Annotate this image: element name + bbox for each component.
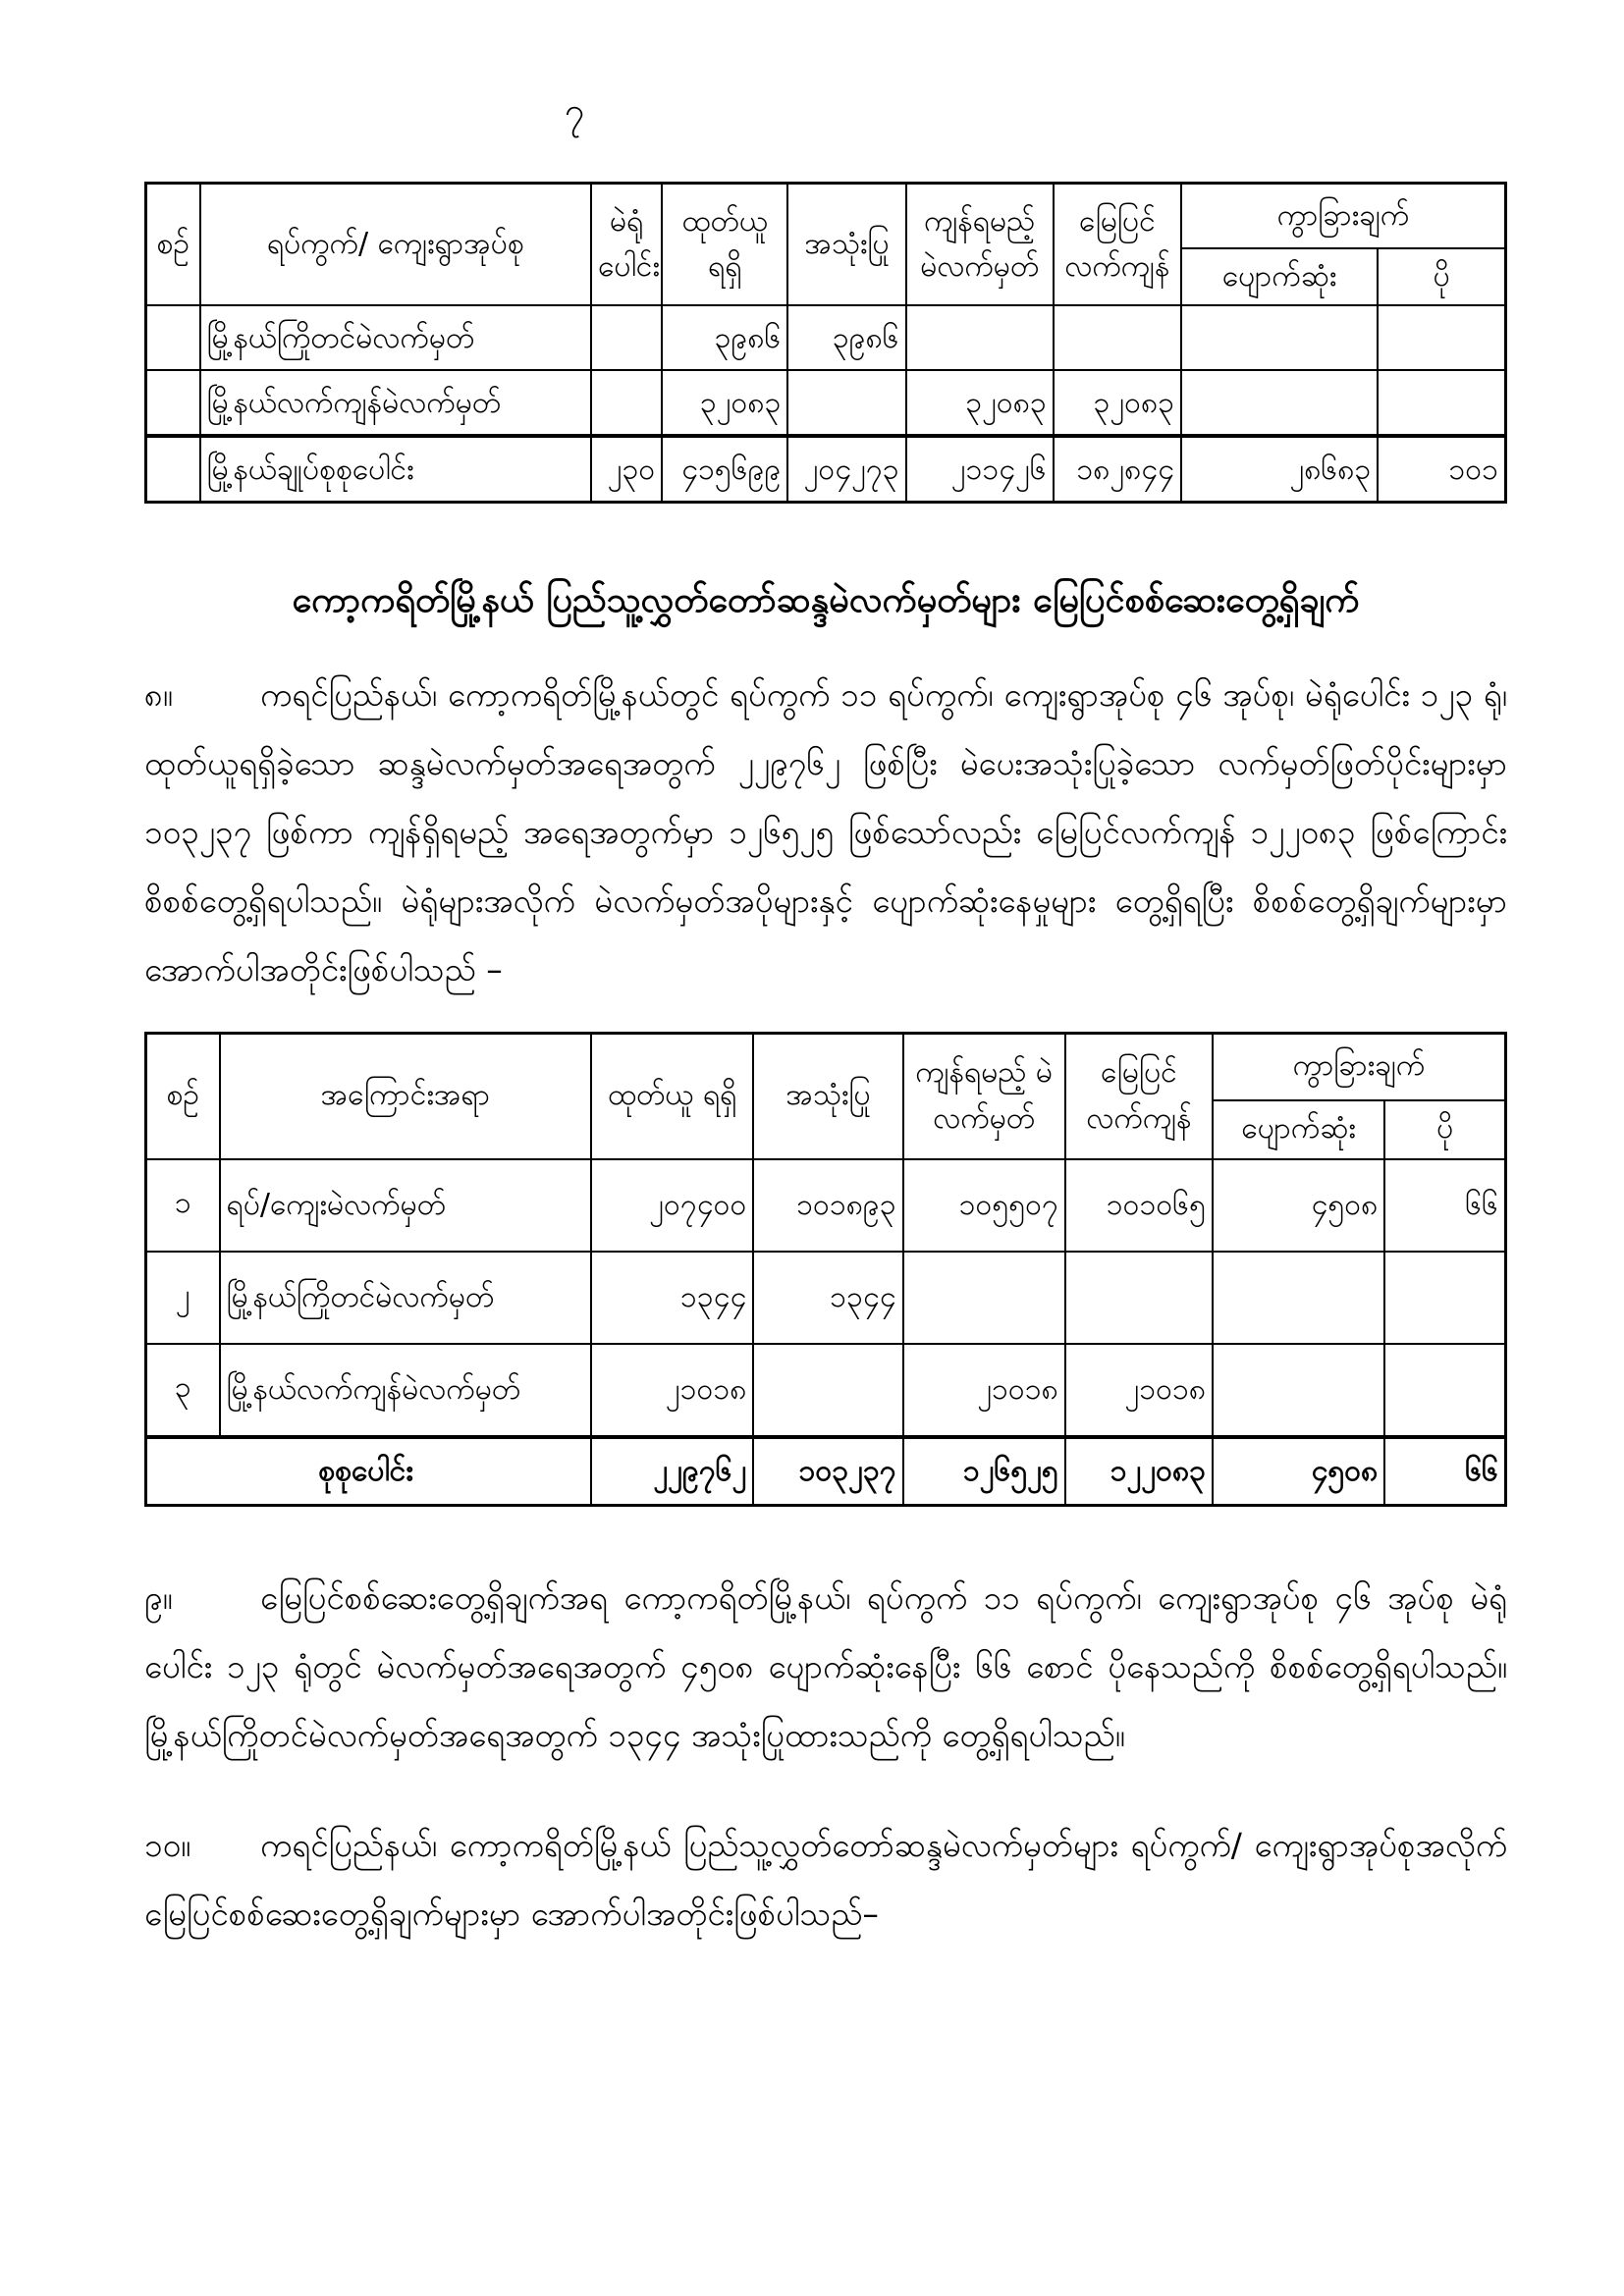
- cell-lost: ၄၅၀၈: [1213, 1437, 1384, 1506]
- col-header-polling-stations: မဲရုံ ပေါင်း: [591, 184, 662, 306]
- table-row-grand-total: [146, 1437, 1506, 1506]
- table1-header: [146, 184, 1506, 306]
- col-header-ground-remaining: မြေပြင် လက်ကျန်: [1065, 1033, 1213, 1159]
- col-header-should-remain: ကျန်ရမည့် မဲလက်မှတ်: [903, 1033, 1065, 1159]
- paragraph-8-number: ၈။: [144, 674, 173, 714]
- cell-row-label: မြို့နယ်လက်ကျန်မဲလက်မှတ်: [220, 1344, 592, 1437]
- table-row-remaining-ballots: [146, 370, 1506, 436]
- col-header-difference: ကွာခြားချက်: [1181, 184, 1506, 249]
- cell-received: ၂၀၇၄၀၀: [591, 1159, 753, 1252]
- cell-received: ၂၁၀၁၈: [591, 1344, 753, 1437]
- col-header-difference: ကွာခြားချက်: [1213, 1033, 1505, 1100]
- cell-extra: ၆၆: [1384, 1437, 1505, 1506]
- col-header-extra: ပို: [1384, 1100, 1505, 1159]
- cell-should-remain: [903, 1252, 1065, 1344]
- paragraph-9-text: မြေပြင်စစ်ဆေးတွေ့ရှိချက်အရ ကော့ကရိတ်မြို့နယ်၊ ရပ်ကွက် ၁၁ ရပ်ကွက်၊ ကျေးရွာအုပ်စု ၄၆ အုပ်စု မဲရုံပေါင်း ၁၂၃ ရုံတွင် မဲလက်မှတ်အရေအတွက် ၄၅၀၈ ပျောက်ဆုံးနေပြီး ၆၆ စောင် ပိုနေသည်ကို စိစစ်တွေ့ရှိရပါသည်။ မြို့နယ်ကြိုတင်မဲလက်မှတ်အရေအတွက် ၁၃၄၄ အသုံးပြုထားသည်ကို တွေ့ရှိရပါသည်။: [144, 1577, 1507, 1754]
- col-header-serial: စဉ်: [146, 1033, 220, 1159]
- cell-row-label: မြို့နယ်ကြိုတင်မဲလက်မှတ်: [200, 305, 592, 370]
- cell-serial: [146, 370, 200, 436]
- cell-received: ၂၂၉၇၆၂: [591, 1437, 753, 1506]
- cell-extra: [1378, 305, 1505, 370]
- cell-used: ၁၀၁၈၉၃: [753, 1159, 902, 1252]
- cell-ground-remaining: ၁၀၁၀၆၅: [1065, 1159, 1213, 1252]
- paragraph-10: [144, 1811, 1507, 1949]
- col-header-serial: စဉ်: [146, 184, 200, 306]
- cell-used: ၃၉၈၆: [787, 305, 905, 370]
- cell-serial: ၁: [146, 1159, 220, 1252]
- cell-used: ၁၃၄၄: [753, 1252, 902, 1344]
- cell-lost: [1181, 305, 1378, 370]
- township-ballot-summary-table: [144, 182, 1507, 504]
- cell-serial: ၃: [146, 1344, 220, 1437]
- cell-should-remain: ၂၁၁၄၂၆: [906, 436, 1054, 503]
- cell-should-remain: ၁၀၅၅၀၇: [903, 1159, 1065, 1252]
- cell-should-remain: ၂၁၀၁၈: [903, 1344, 1065, 1437]
- col-header-lost: ပျောက်ဆုံး: [1181, 248, 1378, 305]
- cell-received: ၃၂၀၈၃: [662, 370, 787, 436]
- cell-received: ၁၃၄၄: [591, 1252, 753, 1344]
- cell-row-label: မြို့နယ်ချုပ်စုစုပေါင်း: [200, 436, 592, 503]
- cell-stations: [591, 305, 662, 370]
- col-header-extra: ပို: [1378, 248, 1505, 305]
- cell-serial: [146, 436, 200, 503]
- cell-received: ၄၁၅၆၉၉: [662, 436, 787, 503]
- cell-ground-remaining: [1065, 1252, 1213, 1344]
- cell-extra: [1378, 370, 1505, 436]
- cell-stations: ၂၃၀: [591, 436, 662, 503]
- cell-row-label: မြို့နယ်ကြိုတင်မဲလက်မှတ်: [220, 1252, 592, 1344]
- cell-row-label: မြို့နယ်လက်ကျန်မဲလက်မှတ်: [200, 370, 592, 436]
- cell-extra: [1384, 1252, 1505, 1344]
- table2-header: [146, 1033, 1506, 1159]
- paragraph-8: [144, 661, 1507, 1004]
- col-header-received: ထုတ်ယူ ရရှိ: [591, 1033, 753, 1159]
- cell-used: ၂၀၄၂၇၃: [787, 436, 905, 503]
- col-header-used: အသုံးပြု: [787, 184, 905, 306]
- col-header-received: ထုတ်ယူ ရရှိ: [662, 184, 787, 306]
- table-row-remaining-ballots: [146, 1344, 1506, 1437]
- col-header-used: အသုံးပြု: [753, 1033, 902, 1159]
- table-row-township-total: [146, 436, 1506, 503]
- table-row-advance-ballots: [146, 305, 1506, 370]
- cell-lost: ၂၈၆၈၃: [1181, 436, 1378, 503]
- page-content: [144, 0, 1507, 1949]
- table-row-advance-ballots: [146, 1252, 1506, 1344]
- cell-ground-remaining: ၂၁၀၁၈: [1065, 1344, 1213, 1437]
- cell-lost: ၄၅၀၈: [1213, 1159, 1384, 1252]
- paragraph-10-text: ကရင်ပြည်နယ်၊ ကော့ကရိတ်မြို့နယ် ပြည်သူ့လွှတ်တော်ဆန္ဒမဲလက်မှတ်များ ရပ်ကွက်/ ကျေးရွာအုပ်စုအလိုက် မြေပြင်စစ်ဆေးတွေ့ရှိချက်များမှာ အောက်ပါအတိုင်းဖြစ်ပါသည်–: [144, 1825, 1507, 1933]
- cell-extra: ၆၆: [1384, 1159, 1505, 1252]
- paragraph-8-text: ကရင်ပြည်နယ်၊ ကော့ကရိတ်မြို့နယ်တွင် ရပ်ကွက် ၁၁ ရပ်ကွက်၊ ကျေးရွာအုပ်စု ၄၆ အုပ်စု၊ မဲရုံပေါင်း ၁၂၃ ရုံ၊ ထုတ်ယူရရှိခဲ့သော ဆန္ဒမဲလက်မှတ်အရေအတွက် ၂၂၉၇၆၂ ဖြစ်ပြီး မဲပေးအသုံးပြုခဲ့သော လက်မှတ်ဖြတ်ပိုင်းများမှာ ၁၀၃၂၃၇ ဖြစ်ကာ ကျန်ရှိရမည့် အရေအတွက်မှာ ၁၂၆၅၂၅ ဖြစ်သော်လည်း မြေပြင်လက်ကျန် ၁၂၂၀၈၃ ဖြစ်ကြောင်း စိစစ်တွေ့ရှိရပါသည်။ မဲရုံများအလိုက် မဲလက်မှတ်အပိုများနှင့် ပျောက်ဆုံးနေမှုများ တွေ့ရှိရပြီး စိစစ်တွေ့ရှိချက်များမှာ အောက်ပါအတိုင်းဖြစ်ပါသည် –: [144, 674, 1507, 988]
- col-header-ward-village: ရပ်ကွက်/ ကျေးရွာအုပ်စု: [200, 184, 592, 306]
- cell-used: [787, 370, 905, 436]
- cell-serial: ၂: [146, 1252, 220, 1344]
- table-row-ward-village-ballots: [146, 1159, 1506, 1252]
- inspection-findings-table: [144, 1032, 1507, 1507]
- col-header-lost: ပျောက်ဆုံး: [1213, 1100, 1384, 1159]
- cell-stations: [591, 370, 662, 436]
- cell-ground-remaining: [1054, 305, 1181, 370]
- cell-received: ၃၉၈၆: [662, 305, 787, 370]
- cell-total-label: စုစုပေါင်း: [146, 1437, 592, 1506]
- cell-ground-remaining: ၁၂၂၀၈၃: [1065, 1437, 1213, 1506]
- col-header-ground-remaining: မြေပြင် လက်ကျန်: [1054, 184, 1181, 306]
- section-heading: ကော့ကရိတ်မြို့နယ် ပြည်သူ့လွှတ်တော်ဆန္ဒမဲလက်မှတ်များ မြေပြင်စစ်ဆေးတွေ့ရှိချက်: [292, 580, 1360, 620]
- cell-should-remain: ၁၂၆၅၂၅: [903, 1437, 1065, 1506]
- cell-should-remain: [906, 305, 1054, 370]
- cell-lost: [1213, 1252, 1384, 1344]
- cell-serial: [146, 305, 200, 370]
- cell-ground-remaining: ၃၂၀၈၃: [1054, 370, 1181, 436]
- cell-row-label: ရပ်/ကျေးမဲလက်မှတ်: [220, 1159, 592, 1252]
- cell-extra: ၁၀၁: [1378, 436, 1505, 503]
- paragraph-9-number: ၉။: [144, 1577, 173, 1617]
- cell-used: ၁၀၃၂၃၇: [753, 1437, 902, 1506]
- cell-lost: [1181, 370, 1378, 436]
- cell-used: [753, 1344, 902, 1437]
- cell-lost: [1213, 1344, 1384, 1437]
- col-header-should-remain: ကျန်ရမည့် မဲလက်မှတ်: [906, 184, 1054, 306]
- col-header-subject: အကြောင်းအရာ: [220, 1033, 592, 1159]
- paragraph-9: [144, 1564, 1507, 1770]
- cell-should-remain: ၃၂၀၈၃: [906, 370, 1054, 436]
- paragraph-10-number: ၁၀။: [144, 1825, 191, 1864]
- cell-ground-remaining: ၁၈၂၈၄၄: [1054, 436, 1181, 503]
- cell-extra: [1384, 1344, 1505, 1437]
- page-number: ၇: [565, 91, 585, 132]
